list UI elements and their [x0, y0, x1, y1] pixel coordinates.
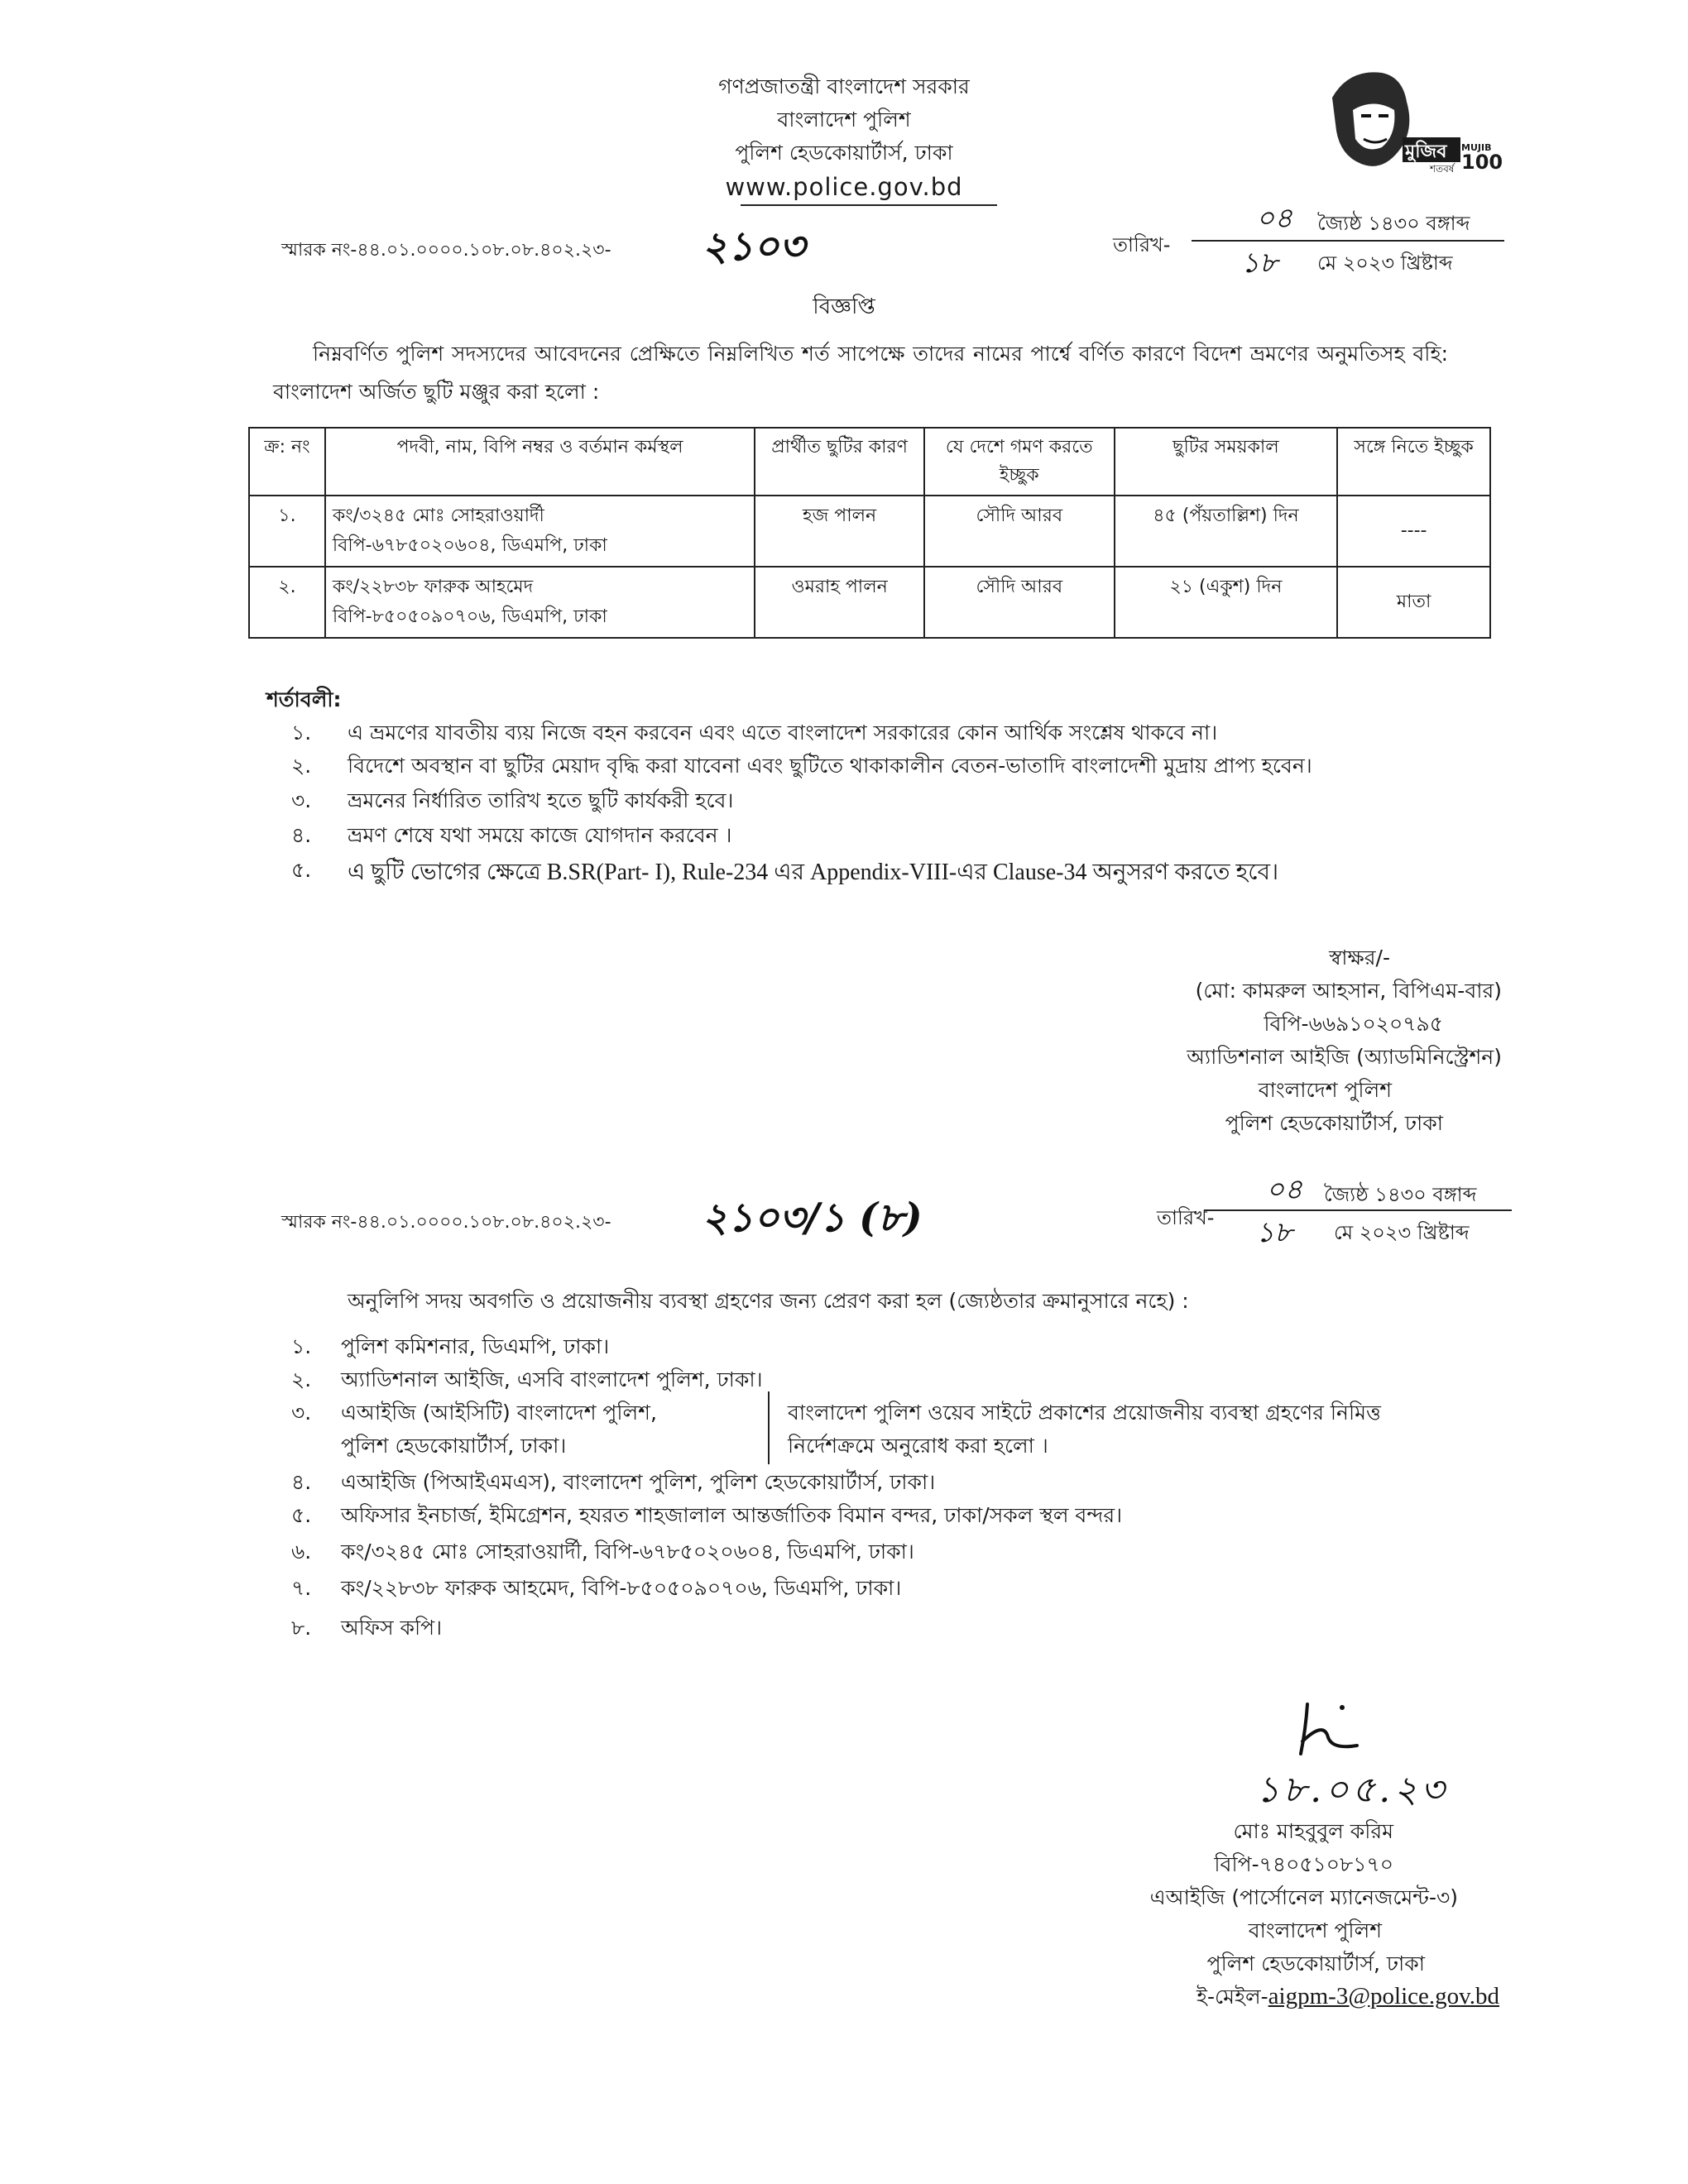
col-duration: ছুটির সময়কাল — [1115, 428, 1338, 496]
copy-text: কং/২২৮৩৮ ফারুক আহমেদ, বিপি-৮৫০৫০৯০৭০৬, ডিএমপি, ঢাকা। — [341, 1576, 902, 1600]
copy-note: বাংলাদেশ পুলিশ ওয়েব সাইটে প্রকাশের প্রয়োজনীয় ব্যবস্থা গ্রহণের নিমিত্ত — [788, 1401, 1381, 1425]
email-label: ই-মেইল- — [1196, 1985, 1268, 2009]
condition-text: এ ভ্রমণের যাবতীয় ব্যয় নিজে বহন করবেন এবং এতে বাংলাদেশ সরকারের কোন আর্থিক সংশ্লেষ থাকবে না। — [348, 721, 1218, 745]
date-label: তারিখ- — [1113, 233, 1171, 256]
copy-text: পুলিশ কমিশনার, ডিএমপি, ঢাকা। — [341, 1334, 610, 1358]
date-divider — [1192, 240, 1504, 242]
copy-number: ২. — [291, 1367, 312, 1391]
copy-text: এআইজি (আইসিটি) বাংলাদেশ পুলিশ, — [341, 1401, 657, 1425]
logo-text: মুজিব — [1405, 141, 1447, 162]
copy-number: ৮. — [291, 1616, 312, 1640]
memo-handwritten-number: ২১০৩ — [702, 223, 805, 270]
condition-number: ২. — [291, 754, 312, 778]
signatory1-bp: বিপি-৬৬৯১০২০৭৯৫ — [1264, 1012, 1443, 1036]
date2-divider — [1204, 1209, 1512, 1211]
table-header-row — [249, 428, 1490, 496]
copy-number: ৭. — [291, 1576, 312, 1600]
signatory2-office: পুলিশ হেডকোয়ার্টার্স, ঢাকা — [1206, 1952, 1425, 1976]
signatory2-name: মোঃ মাহবুবুল করিম — [1233, 1819, 1393, 1843]
condition-number: ৪. — [291, 823, 312, 847]
cell-name-line1: কং/২২৮৩৮ ফারুক আহমেদ — [332, 577, 534, 597]
signatory1-org: বাংলাদেশ পুলিশ — [1258, 1078, 1392, 1102]
cell-name-line1: কং/৩২৪৫ মোঃ সোহরাওয়ার্দী — [332, 505, 544, 526]
copy-note-line2: নির্দেশক্রমে অনুরোধ করা হলো । — [788, 1434, 1048, 1458]
cell-serial: ১. — [249, 496, 325, 567]
date2-english: মে ২০২৩ খ্রিষ্টাব্দ — [1334, 1221, 1470, 1244]
cell-companion: ---- — [1337, 496, 1490, 567]
notice-title: বিজ্ঞপ্তি — [813, 295, 875, 319]
col-serial: ক্র: নং — [249, 428, 325, 496]
cell-name — [325, 496, 755, 567]
copy-number: ৫. — [291, 1503, 312, 1527]
condition-text: ভ্রমনের নির্ধারিত তারিখ হতে ছুটি কার্যকরী হবে। — [348, 788, 734, 812]
cell-serial: ২. — [249, 567, 325, 638]
memo2-handwritten-number: ২১০৩/১ (৮) — [702, 1195, 923, 1241]
date-bangla: জ্যৈষ্ঠ ১৪৩০ বঙ্গাব্দ — [1317, 212, 1470, 235]
signatory2-designation: এআইজি (পার্সোনেল ম্যানেজমেন্ট-৩) — [1149, 1885, 1458, 1909]
signature-date: ১৮.০৫.২৩ — [1256, 1769, 1448, 1811]
copy-text: কং/৩২৪৫ মোঃ সোহরাওয়ার্দী, বিপি-৬৭৮৫০২০৬০৪, ডিএমপি, ঢাকা। — [341, 1540, 914, 1564]
copy-number: ৩. — [291, 1401, 312, 1425]
cell-name — [325, 567, 755, 638]
cell-reason: ওমরাহ পালন — [755, 567, 924, 638]
copy-text: অ্যাডিশনাল আইজি, এসবি বাংলাদেশ পুলিশ, ঢাকা। — [341, 1367, 763, 1391]
condition-number: ৩. — [291, 788, 312, 812]
cell-country: সৌদি আরব — [924, 567, 1115, 638]
signatory1-office: পুলিশ হেডকোয়ার্টার্স, ঢাকা — [1225, 1111, 1443, 1135]
table-row — [249, 496, 1490, 567]
copy-number: ১. — [291, 1334, 312, 1358]
col-companion: সঙ্গে নিতে ইচ্ছুক — [1337, 428, 1490, 496]
cell-companion: মাতা — [1337, 567, 1490, 638]
condition-number: ১. — [291, 721, 312, 745]
govt-name: গণপ্রজাতন্ত্রী বাংলাদেশ সরকার — [718, 74, 970, 98]
cell-duration: ৪৫ (পঁয়তাল্লিশ) দিন — [1115, 496, 1338, 567]
table-row — [249, 567, 1490, 638]
logo-mujib: MUJIB — [1461, 142, 1492, 153]
copy-note-divider — [768, 1391, 770, 1464]
signatory2-email — [1196, 1980, 1499, 2016]
condition-number: ৫. — [291, 858, 312, 882]
conditions-heading: শর্তাবলী: — [266, 687, 342, 711]
handwritten-signature — [1291, 1696, 1374, 1762]
org-name: বাংলাদেশ পুলিশ — [777, 108, 911, 132]
copy-text: অফিসার ইনচার্জ, ইমিগ্রেশন, হযরত শাহজালাল আন্তর্জাতিক বিমান বন্দর, ঢাকা/সকল স্থল বন্দর। — [341, 1503, 1123, 1527]
website-link[interactable]: www.police.gov.bd — [725, 173, 963, 201]
cell-name-line2: বিপি-৬৭৮৫০২০৬০৪, ডিএমপি, ঢাকা — [332, 535, 607, 556]
date-handwritten-day-bangla: ০৪ — [1256, 202, 1293, 235]
cell-duration: ২১ (একুশ) দিন — [1115, 567, 1338, 638]
col-country: যে দেশে গমণ করতে ইচ্ছুক — [924, 428, 1115, 496]
copy-intro: অনুলিপি সদয় অবগতি ও প্রয়োজনীয় ব্যবস্থা গ্রহণের জন্য প্রেরণ করা হল (জ্যেষ্ঠতার ক্রমানুসারে নহে) : — [348, 1289, 1189, 1313]
signatory2-org: বাংলাদেশ পুলিশ — [1248, 1918, 1382, 1942]
col-name: পদবী, নাম, বিপি নম্বর ও বর্তমান কর্মস্থল — [325, 428, 755, 496]
notice-intro: নিম্নবর্ণিত পুলিশ সদস্যদের আবেদনের প্রেক্ষিতে নিম্নলিখিত শর্ত সাপেক্ষে তাদের নামের পার্শ্বে বর্ণিত কারণে বিদেশ ভ্রমণের অনুমতিসহ বহি: বাংলাদেশ অর্জিত ছুটি মঞ্জুর করা হলো : — [273, 342, 1448, 404]
col-reason: প্রার্থীত ছুটির কারণ — [755, 428, 924, 496]
condition-text: বিদেশে অবস্থান বা ছুটির মেয়াদ বৃদ্ধি করা যাবেনা এবং ছুটিতে থাকাকালীন বেতন-ভাতাদি বাংলাদেশী মুদ্রায় প্রাপ্য হবেন। — [348, 754, 1312, 778]
copy-number: ৬. — [291, 1540, 312, 1564]
leave-table — [248, 427, 1491, 639]
website-underline — [741, 204, 997, 206]
signatory2-bp: বিপি-৭৪০৫১০৮১৭০ — [1214, 1852, 1393, 1876]
copy-text: এআইজি (পিআইএমএস), বাংলাদেশ পুলিশ, পুলিশ হেডকোয়ার্টার্স, ঢাকা। — [341, 1470, 936, 1494]
email-link[interactable]: aigpm-3@police.gov.bd — [1268, 1983, 1499, 2009]
condition-text: ভ্রমণ শেষে যথা সময়ে কাজে যোগদান করবেন । — [348, 823, 732, 847]
copy-text: অফিস কপি। — [341, 1616, 443, 1640]
date2-label: তারিখ- — [1157, 1206, 1215, 1229]
cell-country: সৌদি আরব — [924, 496, 1115, 567]
date2-handwritten-day-english: ১৮ — [1256, 1216, 1293, 1249]
logo-num: 100 — [1461, 151, 1503, 174]
copy-number: ৪. — [291, 1470, 312, 1494]
memo-number: স্মারক নং-৪৪.০১.০০০০.১০৮.০৮.৪০২.২৩- — [281, 240, 611, 261]
mujib-centenary-logo — [1324, 65, 1503, 180]
cell-name-line2: বিপি-৮৫০৫০৯০৭০৬, ডিএমপি, ঢাকা — [332, 606, 607, 627]
org-address: পুলিশ হেডকোয়ার্টার্স, ঢাকা — [735, 141, 953, 165]
signatory1-designation: অ্যাডিশনাল আইজি (অ্যাডমিনিস্ট্রেশন) — [1187, 1045, 1502, 1069]
date2-bangla: জ্যৈষ্ঠ ১৪৩০ বঙ্গাব্দ — [1324, 1183, 1477, 1206]
condition-text: এ ছুটি ভোগের ক্ষেত্রে B.SR(Part- I), Rule-234 এর Appendix-VIII-এর Clause-34 অনুসরণ করতে হবে। — [348, 860, 1279, 885]
signatory1-name: (মো: কামরুল আহসান, বিপিএম-বার) — [1195, 979, 1502, 1003]
memo2-number: স্মারক নং-৪৪.০১.০০০০.১০৮.০৮.৪০২.২৩- — [281, 1212, 611, 1233]
date2-handwritten-day-bangla: ০৪ — [1266, 1173, 1303, 1206]
logo-sub: শতবর্ষ — [1430, 163, 1455, 175]
cell-reason: হজ পালন — [755, 496, 924, 567]
copy-text-line2: পুলিশ হেডকোয়ার্টার্স, ঢাকা। — [341, 1434, 567, 1458]
date-handwritten-day-english: ১৮ — [1241, 247, 1278, 280]
signed-mark: স্বাক্ষর/- — [1329, 946, 1390, 970]
date-english: মে ২০২৩ খ্রিষ্টাব্দ — [1317, 251, 1453, 275]
